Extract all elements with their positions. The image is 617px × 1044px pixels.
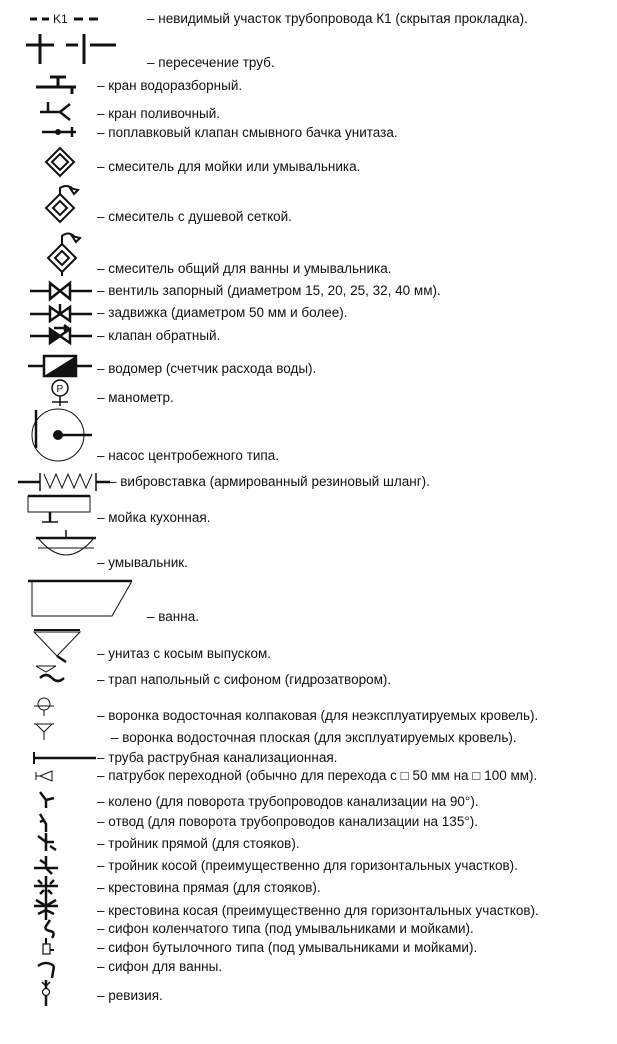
legend-entry-revision bbox=[0, 978, 617, 1008]
kitchen-sink-icon bbox=[0, 494, 100, 526]
legend-text: – задвижка (диаметром 50 мм и более). bbox=[97, 305, 348, 320]
manometer-icon bbox=[0, 378, 100, 408]
legend-entry-float-valve bbox=[0, 122, 617, 142]
legend-text: – ванна. bbox=[147, 609, 199, 624]
watering-tap-icon bbox=[0, 98, 100, 122]
legend-entry-pipe-crossing bbox=[0, 32, 617, 70]
float-valve-icon bbox=[0, 122, 100, 142]
legend-entry-floor-drain bbox=[0, 664, 617, 692]
bath-siphon-icon bbox=[0, 956, 100, 980]
legend-text: – мойка кухонная. bbox=[97, 510, 211, 525]
water-meter-icon bbox=[0, 350, 100, 380]
legend-text: – невидимый участок трубопровода К1 (скрытая прокладка). bbox=[147, 11, 528, 26]
legend-text: – отвод (для поворота трубопроводов канализации на 135°). bbox=[97, 814, 478, 829]
legend-entry-socket-pipe bbox=[0, 748, 617, 768]
legend-text: – сифон коленчатого типа (под умывальниками и мойками). bbox=[97, 921, 474, 936]
legend-entry-sink-mixer bbox=[0, 144, 617, 182]
oblique-tee-icon bbox=[0, 852, 100, 876]
floor-drain-icon bbox=[0, 664, 100, 692]
straight-tee-icon bbox=[0, 830, 100, 854]
legend-entry-hidden-pipe bbox=[0, 8, 617, 30]
legend-text: – смеситель с душевой сеткой. bbox=[97, 209, 292, 224]
legend-text: – умывальник. bbox=[97, 555, 188, 570]
water-tap-icon bbox=[0, 72, 100, 98]
legend-entry-oblique-tee bbox=[0, 852, 617, 876]
toilet-icon bbox=[0, 628, 100, 664]
legend-text: – трап напольный с сифоном (гидрозатвором). bbox=[97, 672, 392, 687]
legend-entry-adapter bbox=[0, 766, 617, 786]
legend-text: – сифон бутылочного типа (под умывальниками и мойками). bbox=[97, 940, 478, 955]
legend-text: – смеситель для мойки или умывальника. bbox=[97, 159, 361, 174]
legend-text: – тройник прямой (для стояков). bbox=[97, 836, 300, 851]
legend-entry-shower-mixer bbox=[0, 182, 617, 226]
legend-text: – колено (для поворота трубопроводов канализации на 90°). bbox=[97, 794, 479, 809]
flat-roof-funnel-icon bbox=[0, 718, 120, 748]
gate-valve-icon bbox=[0, 302, 100, 324]
legend-entry-centrifugal-pump bbox=[0, 408, 617, 466]
legend-text: – вентиль запорный (диаметром 15, 20, 25, 32, 40 мм). bbox=[97, 283, 441, 298]
legend-entry-elbow bbox=[0, 788, 617, 812]
pipe-code-label: K1 bbox=[53, 12, 68, 26]
shower-mixer-icon bbox=[0, 182, 100, 226]
shutoff-valve-icon bbox=[0, 280, 100, 302]
check-valve-icon bbox=[0, 324, 100, 346]
elbow-icon bbox=[0, 788, 100, 812]
manometer-label: P bbox=[56, 384, 64, 395]
legend-entry-check-valve bbox=[0, 324, 617, 346]
bathtub-icon bbox=[0, 576, 150, 626]
legend-entry-flat-roof-funnel bbox=[0, 718, 617, 748]
legend-entry-washbasin bbox=[0, 526, 617, 572]
legend-text: – труба раструбная канализационная. bbox=[97, 750, 338, 765]
legend-text: – патрубок переходной (обычно для перехода с □ 50 мм на □ 100 мм). bbox=[97, 768, 538, 783]
sink-mixer-icon bbox=[0, 144, 100, 182]
legend-entry-toilet bbox=[0, 628, 617, 664]
legend-text: – крестовина косая (преимущественно для горизонтальных участков). bbox=[97, 903, 539, 918]
bath-basin-mixer-icon bbox=[0, 228, 100, 276]
legend-text: – сифон для ванны. bbox=[97, 959, 223, 974]
legend-entry-water-meter bbox=[0, 350, 617, 380]
hidden-pipe-k1-icon bbox=[0, 8, 140, 30]
socket-pipe-icon bbox=[0, 748, 100, 768]
legend-text: – поплавковый клапан смывного бачка унитаза. bbox=[97, 125, 398, 140]
legend-text: – клапан обратный. bbox=[97, 328, 221, 343]
legend-text: – кран водоразборный. bbox=[97, 78, 243, 93]
legend-entry-straight-tee bbox=[0, 830, 617, 854]
legend-text: – кран поливочный. bbox=[97, 106, 221, 121]
washbasin-icon bbox=[0, 526, 100, 572]
legend-entry-bath-siphon bbox=[0, 956, 617, 980]
vibration-insert-icon bbox=[0, 470, 120, 492]
legend-entry-shutoff-valve bbox=[0, 280, 617, 302]
legend-text: – вибровставка (армированный резиновый шланг). bbox=[109, 474, 430, 489]
legend-entry-vibration-insert bbox=[0, 470, 617, 492]
legend-text: – смеситель общий для ванны и умывальника. bbox=[97, 261, 392, 276]
centrifugal-pump-icon bbox=[0, 408, 100, 466]
legend-entry-water-tap bbox=[0, 72, 617, 98]
legend-entry-watering-tap bbox=[0, 98, 617, 122]
adapter-icon bbox=[0, 766, 100, 786]
legend-text: – воронка водосточная плоская (для эксплуатируемых кровель). bbox=[111, 730, 517, 745]
legend-entry-bath-basin-mixer bbox=[0, 228, 617, 276]
legend-text: – пересечение труб. bbox=[147, 55, 275, 70]
revision-icon bbox=[0, 978, 100, 1008]
legend-text: – тройник косой (преимущественно для горизонтальных участков). bbox=[97, 858, 518, 873]
legend-entry-kitchen-sink bbox=[0, 494, 617, 526]
legend-text: – насос центробежного типа. bbox=[97, 448, 279, 463]
legend-text: – манометр. bbox=[97, 390, 174, 405]
legend-text: – воронка водосточная колпаковая (для неэксплуатируемых кровель). bbox=[97, 708, 539, 723]
legend-text: – унитаз с косым выпуском. bbox=[97, 646, 272, 661]
legend-text: – ревизия. bbox=[97, 988, 163, 1003]
legend-entry-gate-valve bbox=[0, 302, 617, 324]
pipe-crossing-icon bbox=[0, 32, 140, 70]
legend-text: – водомер (счетчик расхода воды). bbox=[97, 361, 317, 376]
legend-entry-manometer bbox=[0, 378, 617, 408]
legend-entry-bathtub bbox=[0, 576, 617, 626]
legend-text: – крестовина прямая (для стояков). bbox=[97, 880, 321, 895]
